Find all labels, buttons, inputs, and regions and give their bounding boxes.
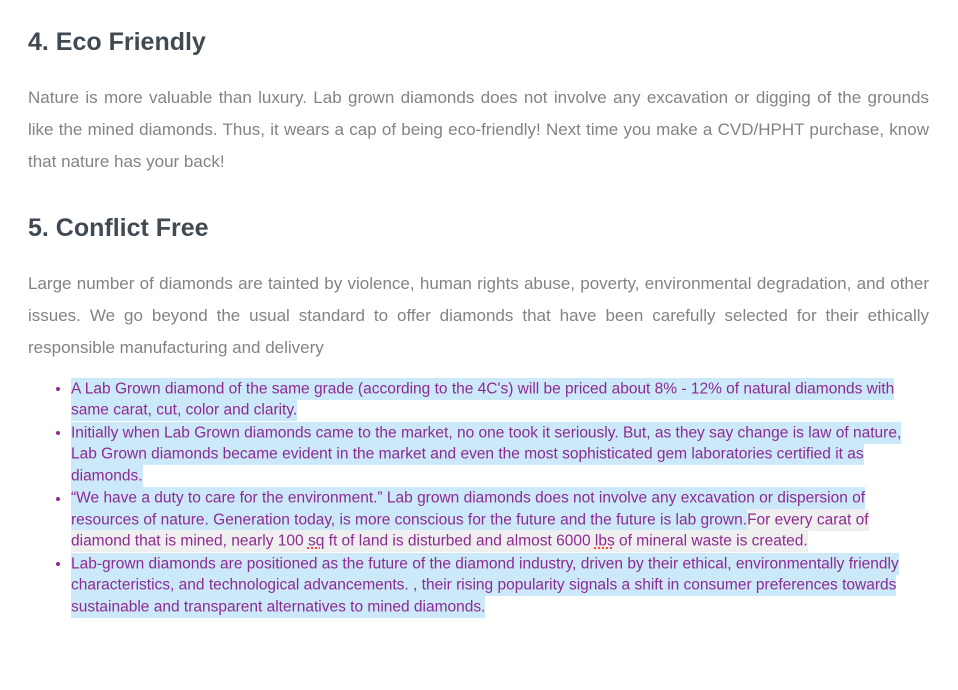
section-conflict-free	[28, 214, 929, 364]
highlighted-text: Lab-grown diamonds are positioned as the future of the diamond industry, driven by their ethical, environmentally friendly characteristics, and technological advancements. , their rising popularity signals a shift in consumer preferences towards sustainable and transparent alternatives to mined diamonds.	[71, 553, 899, 618]
highlighted-text: “We have a duty to care for the environment.” Lab grown diamonds does not involve any excavation or dispersion of resources of nature. Generation today, is more conscious for the future and the future is lab grown.	[71, 487, 865, 531]
list-item	[71, 378, 929, 421]
highlighted-text: For every carat of diamond that is mined, nearly 100	[71, 509, 869, 553]
section-eco-friendly	[28, 28, 929, 178]
conflict-free-paragraph: Large number of diamonds are tainted by violence, human rights abuse, poverty, environmental degradation, and other issues. We go beyond the usual standard to offer diamonds that have been carefully selected for their ethically responsible manufacturing and delivery	[28, 274, 929, 357]
conflict-free-heading: 5. Conflict Free	[28, 214, 209, 242]
bullet-list	[28, 378, 929, 618]
list-item	[71, 488, 929, 553]
highlighted-text: Initially when Lab Grown diamonds came to the market, no one took it seriously. But, as they say change is law of nature, Lab Grown diamonds became evident in the market and even the most sophisticated gem laboratories certified it as diamonds.	[71, 422, 901, 487]
eco-friendly-paragraph: Nature is more valuable than luxury. Lab grown diamonds does not involve any excavation or digging of the grounds like the mined diamonds. Thus, it wears a cap of being eco-friendly! Next time you make a CVD/HPHT purchase, know that nature has your back!	[28, 88, 929, 171]
highlighted-text: ft of land is disturbed and almost 6000	[324, 530, 595, 552]
misspelled-word: sq	[308, 530, 324, 552]
misspelled-word: lbs	[595, 530, 615, 552]
highlighted-text: A Lab Grown diamond of the same grade (according to the 4C's) will be priced about 8% - 12% of natural diamonds with same carat, cut, color and clarity.	[71, 378, 894, 422]
eco-friendly-heading: 4. Eco Friendly	[28, 28, 206, 56]
highlighted-text: of mineral waste is created.	[615, 530, 808, 552]
list-item	[71, 553, 929, 618]
list-item	[71, 422, 929, 487]
